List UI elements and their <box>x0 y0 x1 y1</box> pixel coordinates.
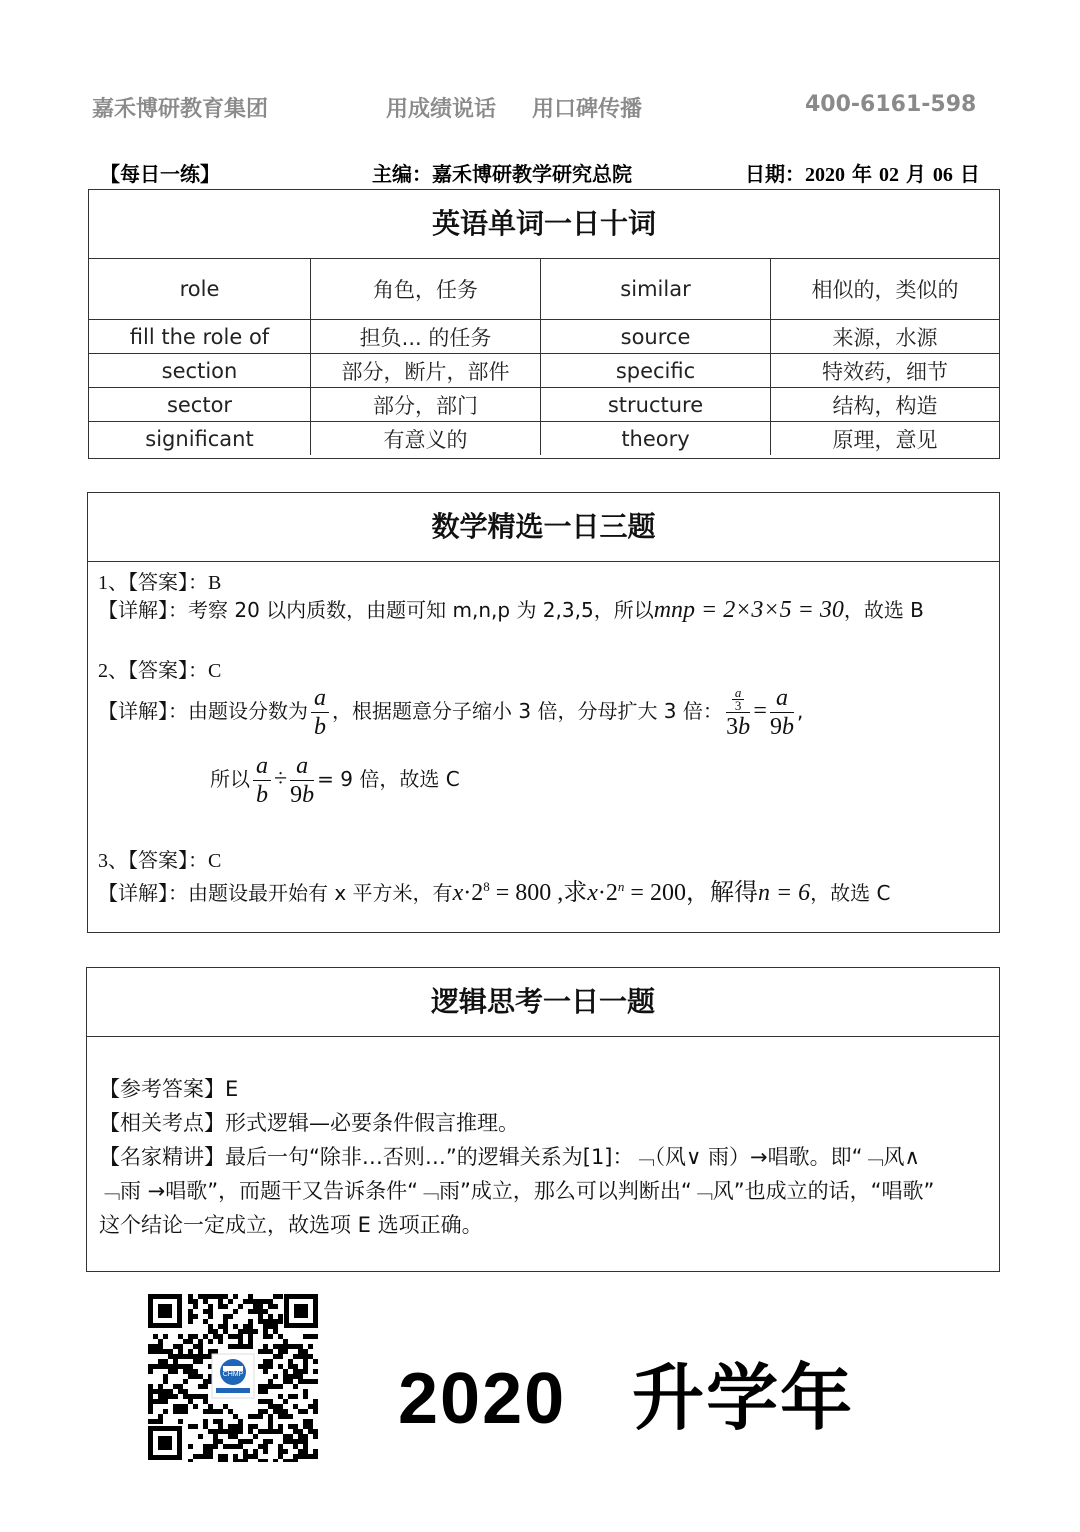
q2-conclusion: 所以 $\frac{a}{b}$ ÷ $\frac{a}{9b}$ = 9 倍，故选 C <box>210 753 460 808</box>
vocab-section <box>88 189 1000 459</box>
editor: 主编：嘉禾博研教学研究总院 <box>372 162 632 186</box>
q3-answer: 3、【答案】：C <box>98 850 222 872</box>
date: 日期：2020 年 02 月 06 日 <box>745 162 980 186</box>
meaning-cell: 相似的，类似的 <box>771 259 1000 320</box>
table-row <box>89 354 999 388</box>
meaning-cell: 结构，构造 <box>771 388 1000 422</box>
fraction-a-over-b: $\frac{a}{b}$ <box>311 684 329 741</box>
math-title: 数学精选一日三题 <box>88 493 999 562</box>
meaning-cell: 部分，部门 <box>311 388 541 422</box>
table-row <box>89 259 999 320</box>
meaning-cell: 角色，任务 <box>311 259 541 320</box>
word-cell: fill the role of <box>89 320 311 354</box>
word-cell: similar <box>541 259 771 320</box>
qr-logo-text: CHMP <box>222 1371 244 1378</box>
logic-section <box>86 967 1000 1272</box>
logic-explain-2: ﹁雨 →唱歌”，而题干又告诉条件“﹁雨”成立，那么可以判断出“﹁风”也成立的话，“唱歌” <box>99 1179 935 1203</box>
meta-line <box>100 158 990 188</box>
meaning-cell: 来源，水源 <box>771 320 1000 354</box>
logic-explain-3: 这个结论一定成立，故选项 E 选项正确。 <box>99 1213 483 1237</box>
page-header <box>92 92 977 124</box>
word-cell: source <box>541 320 771 354</box>
logic-answer: 【参考答案】E <box>99 1077 239 1101</box>
table-row <box>89 320 999 354</box>
phone-number: 400-6161-598 <box>805 92 977 117</box>
word-cell: structure <box>541 388 771 422</box>
motto: 2020 升学年 <box>398 1359 855 1439</box>
logic-title: 逻辑思考一日一题 <box>87 968 999 1037</box>
fraction-third: $\frac{\frac{a}{3}}{3b}$ <box>726 684 751 740</box>
word-cell: role <box>89 259 311 320</box>
table-row <box>89 388 999 422</box>
table-row <box>89 422 999 456</box>
meaning-cell: 担负... 的任务 <box>311 320 541 354</box>
slogan-1: 用成绩说话 <box>386 97 497 122</box>
fraction-a-over-9b: $\frac{a}{9b}$ <box>769 685 794 740</box>
meaning-cell: 部分，断片，部件 <box>311 354 541 388</box>
meaning-cell: 特效药，细节 <box>771 354 1000 388</box>
vocab-table <box>89 259 999 455</box>
logic-explain-1: 【名家精讲】最后一句“除非…否则…”的逻辑关系为[1]：﹁（风∨ 雨）→唱歌。即“﹁风∧ <box>99 1145 920 1169</box>
daily-tag: 【每日一练】 <box>100 162 220 186</box>
math-section <box>87 492 1000 933</box>
word-cell: theory <box>541 422 771 456</box>
q2-answer: 2、【答案】：C <box>98 660 222 682</box>
meaning-cell: 有意义的 <box>311 422 541 456</box>
q3-detail: 【详解】：由题设最开始有 x 平方米，有$x\cdot 2^8 = 800$ ,求$x\cdot 2^n = 200$，解得n = 6，故选 C <box>98 879 891 906</box>
word-cell: significant <box>89 422 311 456</box>
word-cell: specific <box>541 354 771 388</box>
word-cell: sector <box>89 388 311 422</box>
vocab-title: 英语单词一日十词 <box>89 190 999 259</box>
word-cell: section <box>89 354 311 388</box>
q2-detail: 【详解】：由题设分数为 $\frac{a}{b}$ ，根据题意分子缩小 3 倍，分母扩大 3 倍： $\frac{\frac{a}{3}}{3b}$ = $\frac{a}{9b}$ , <box>98 684 804 740</box>
qr-code <box>146 1292 320 1462</box>
slogan-2: 用口碑传播 <box>532 97 643 122</box>
q1-detail: 【详解】：考察 20 以内质数，由题可知 m,n,p 为 2,3,5，所以mnp = 2×3×5 = 30，故选 B <box>98 597 924 623</box>
meaning-cell: 原理，意见 <box>832 427 938 452</box>
logic-point: 【相关考点】形式逻辑—必要条件假言推理。 <box>99 1111 519 1135</box>
org-name: 嘉禾博研教育集团 <box>92 97 269 122</box>
q1-answer: 1、【答案】：B <box>98 572 222 594</box>
q1-formula: mnp = 2×3×5 = 30 <box>653 597 844 623</box>
